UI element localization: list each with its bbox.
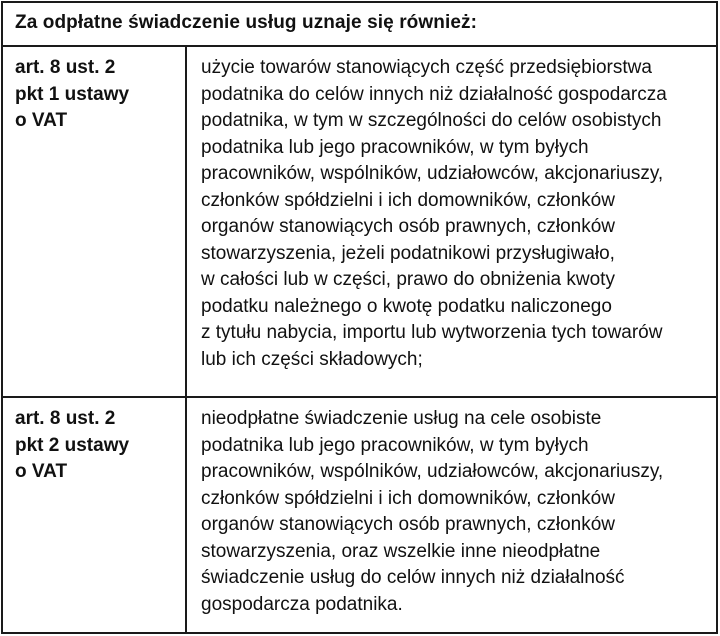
description-line: podatnika lub jego pracowników, w tym byłych <box>201 136 589 158</box>
description-line: świadczenie usług do celów innych niż działalność <box>201 567 625 588</box>
table-header: Za odpłatne świadczenie usług uznaje się również: <box>3 3 716 47</box>
description-line: organów stanowiących osób prawnych, członków <box>201 514 615 535</box>
description-line: stowarzyszenia, oraz wszelkie inne nieodpłatne <box>201 540 601 562</box>
reference-line: art. 8 ust. 2 <box>15 408 116 429</box>
reference-line: pkt 1 ustawy <box>15 83 130 105</box>
description-line: podatnika, w tym w szczególności do celów osobistych <box>201 110 662 131</box>
description-line: stowarzyszenia, jeżeli podatnikowi przysługiwało, <box>201 242 615 264</box>
description-line: podatku należnego o kwotę podatku naliczonego <box>201 295 612 317</box>
description-line: członków spółdzielni i ich domowników, członków <box>201 487 615 509</box>
description-line: organów stanowiących osób prawnych, członków <box>201 216 615 237</box>
description-line: członków spółdzielni i ich domowników, członków <box>201 189 615 211</box>
legal-reference-cell <box>3 47 187 396</box>
description-line: z tytułu nabycia, importu lub wytworzenia tych towarów <box>201 322 663 343</box>
description-line: gospodarcza podatnika. <box>201 593 403 615</box>
description-line: w całości lub w części, prawo do obniżenia kwoty <box>201 269 615 290</box>
description-line: podatnika do celów innych niż działalność gospodarcza <box>201 83 667 105</box>
description-line: lub ich części składowych; <box>201 348 423 370</box>
description-cell <box>187 47 716 396</box>
description-line: podatnika lub jego pracowników, w tym byłych <box>201 434 589 456</box>
reference-line: o VAT <box>15 461 68 482</box>
legal-reference-cell <box>3 398 187 632</box>
reference-line: o VAT <box>15 110 68 131</box>
table-row <box>3 398 716 632</box>
description-line: pracowników, wspólników, udziałowców, akcjonariuszy, <box>201 163 664 184</box>
description-line: pracowników, wspólników, udziałowców, akcjonariuszy, <box>201 461 664 482</box>
description-cell <box>187 398 716 632</box>
vat-table <box>1 1 718 634</box>
reference-line: pkt 2 ustawy <box>15 434 130 456</box>
description-line: nieodpłatne świadczenie usług na cele osobiste <box>201 408 602 429</box>
description-line: użycie towarów stanowiących część przedsiębiorstwa <box>201 57 652 78</box>
table-row <box>3 47 716 398</box>
reference-line: art. 8 ust. 2 <box>15 57 116 78</box>
